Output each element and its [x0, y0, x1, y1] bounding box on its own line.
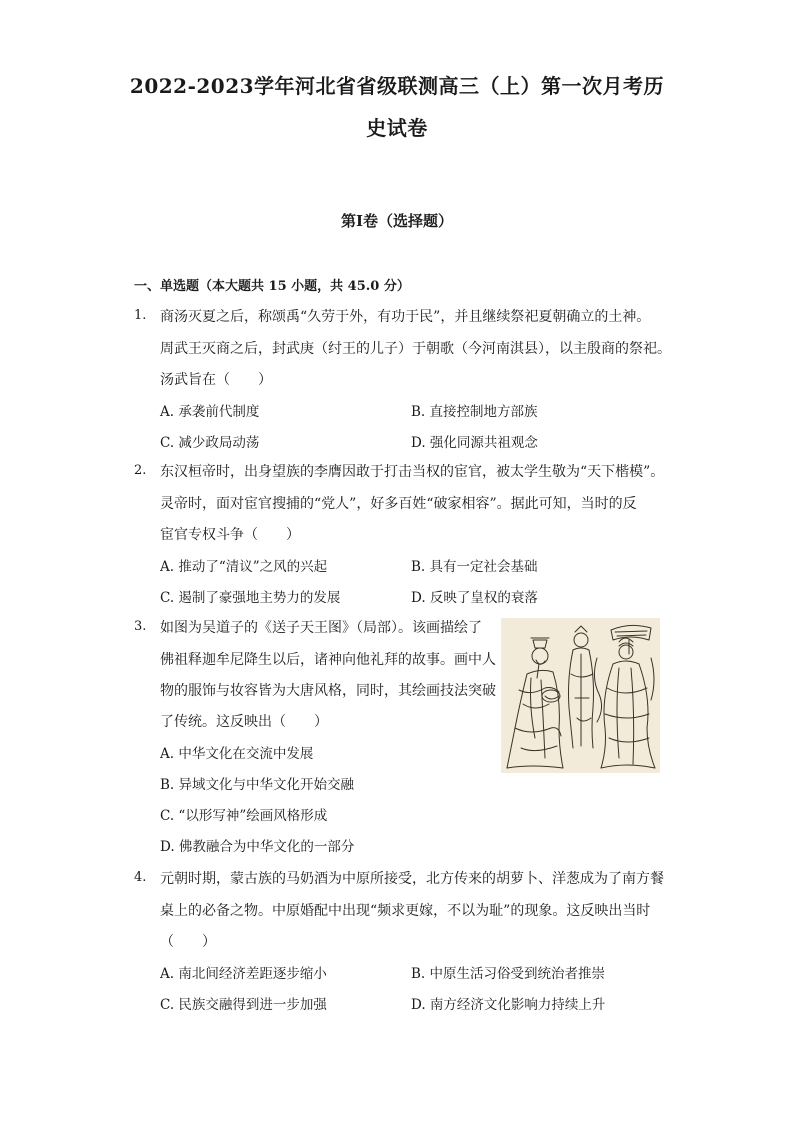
- question-1-number: 1.: [134, 308, 147, 323]
- question-4-line-3: （ ）: [160, 934, 216, 950]
- question-1-option-d[interactable]: D. 强化同源共祖观念: [411, 435, 538, 451]
- question-3-option-a[interactable]: A. 中华文化在交流中发展: [160, 746, 314, 762]
- question-1-option-b[interactable]: B. 直接控制地方部族: [411, 404, 538, 420]
- question-2-line-1: 东汉桓帝时，出身望族的李膺因敢于打击当权的宦官，被太学生敬为“天下楷模”。: [160, 464, 665, 480]
- question-1-line-3: 汤武旨在（ ）: [160, 372, 272, 388]
- question-4-line-2: 桌上的必备之物。中原婚配中出现“频求更嫁，不以为耻”的现象。这反映出当时: [160, 903, 651, 919]
- question-1-line-1: 商汤灭夏之后，称颂禹“久劳于外，有功于民”，并且继续祭祀夏朝确立的土神。: [160, 309, 651, 325]
- question-2-option-c[interactable]: C. 遏制了豪强地主势力的发展: [160, 590, 341, 606]
- question-1-line-2: 周武王灭商之后，封武庚（纣王的儿子）于朝歌（今河南淇县），以主殷商的祭祀。: [160, 341, 671, 357]
- question-3-line-1: 如图为吴道子的《送子天王图》（局部）。该画描绘了: [160, 620, 482, 636]
- paper-title-line-2: 史试卷: [366, 116, 428, 140]
- question-4-option-d[interactable]: D. 南方经济文化影响力持续上升: [411, 997, 606, 1013]
- question-3-option-d[interactable]: D. 佛教融合为中华文化的一部分: [160, 839, 355, 855]
- question-1-option-a[interactable]: A. 承袭前代制度: [160, 404, 260, 420]
- question-3-line-2: 佛祖释迦牟尼降生以后，诸神向他礼拜的故事。画中人: [160, 652, 496, 668]
- question-4-option-a[interactable]: A. 南北间经济差距逐步缩小: [160, 966, 327, 982]
- question-3-line-3: 物的服饰与妆容皆为大唐风格，同时，其绘画技法突破: [160, 683, 496, 699]
- question-3-option-b[interactable]: B. 异域文化与中华文化开始交融: [160, 777, 355, 793]
- question-1-option-c[interactable]: C. 减少政局动荡: [160, 435, 260, 451]
- question-3-option-c[interactable]: C. “以形写神”绘画风格形成: [160, 808, 328, 824]
- painting-illustration: [501, 618, 660, 773]
- question-4-option-b[interactable]: B. 中原生活习俗受到统治者推崇: [411, 966, 606, 982]
- question-2-option-a[interactable]: A. 推动了“清议”之风的兴起: [160, 559, 328, 575]
- part-info: （本大题共 15 小题，共 45.0 分）: [199, 279, 410, 294]
- paper-title-line-1: 2022-2023学年河北省省级联测高三（上）第一次月考历: [129, 74, 665, 98]
- question-4-option-c[interactable]: C. 民族交融得到进一步加强: [160, 997, 327, 1013]
- question-2-line-3: 宦官专权斗争（ ）: [160, 527, 300, 543]
- question-4-line-1: 元朝时期，蒙古族的马奶酒为中原所接受，北方传来的胡萝卜、洋葱成为了南方餐: [160, 871, 664, 887]
- question-2-line-2: 灵帝时，面对宦官搜捕的“党人”，好多百姓“破家相容”。据此可知，当时的反: [160, 496, 637, 512]
- part-heading: [134, 275, 410, 294]
- section-title: 第I卷（选择题）: [340, 212, 454, 230]
- question-2-number: 2.: [134, 463, 147, 478]
- question-4-number: 4.: [134, 870, 147, 885]
- question-2-option-b[interactable]: B. 具有一定社会基础: [411, 559, 538, 575]
- part-label: 一、单选题: [134, 279, 200, 294]
- question-2-option-d[interactable]: D. 反映了皇权的衰落: [411, 590, 538, 606]
- painting-drawing: [501, 618, 660, 773]
- question-3-line-4: 了传统。这反映出（ ）: [160, 714, 328, 730]
- question-3-number: 3.: [134, 619, 147, 634]
